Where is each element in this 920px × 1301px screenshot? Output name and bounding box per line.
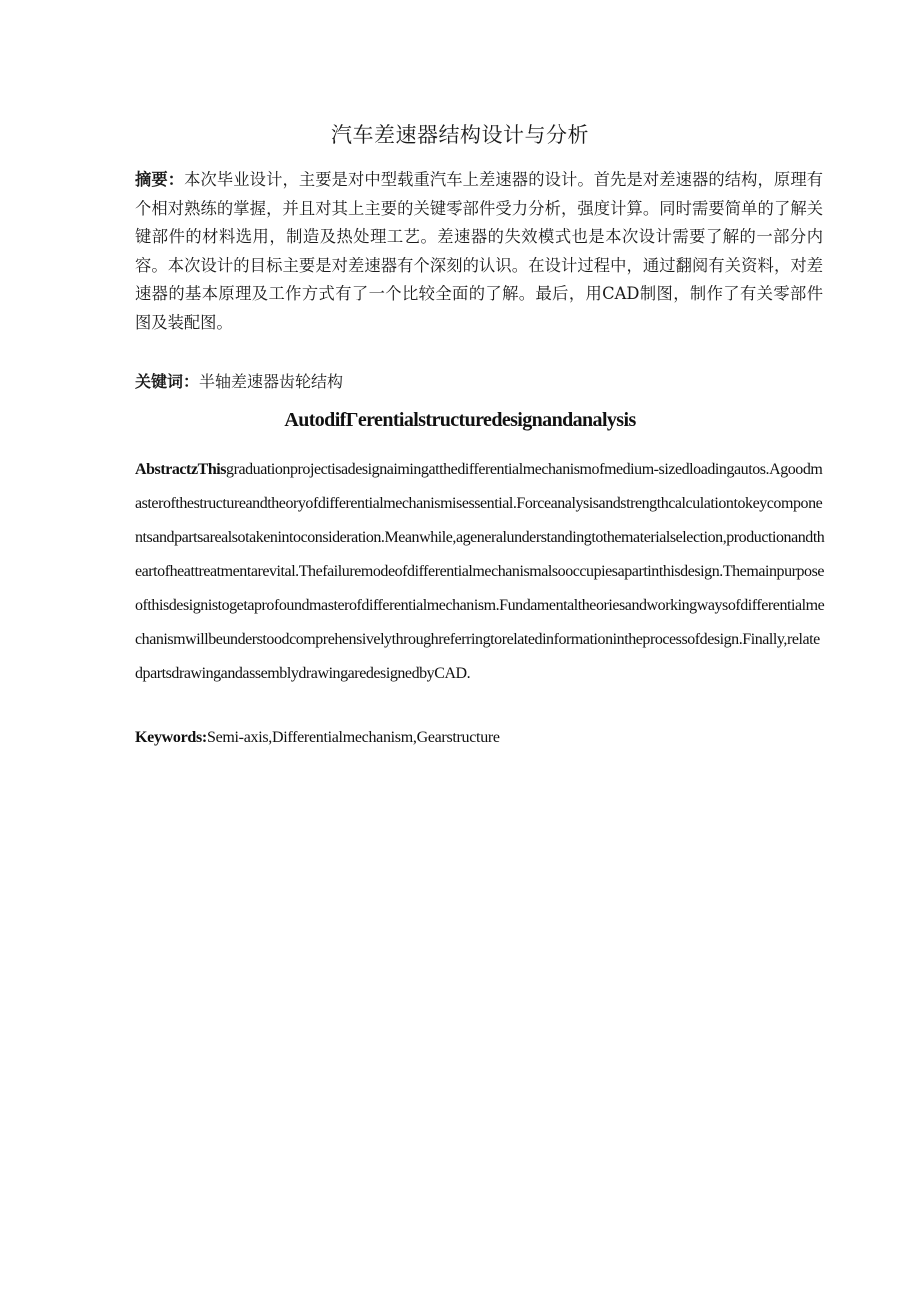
chinese-keywords xyxy=(135,369,823,395)
english-title: AutodifΓerentialstructuredesignandanalysis xyxy=(284,409,636,431)
chinese-abstract-label: 摘要： xyxy=(135,170,185,189)
english-abstract-label: AbstractzThis xyxy=(135,461,227,478)
english-abstract-text: graduationprojectisadesignaimingatthedifferentialmechanismofmedium-sizedloadingautos.Agoodmasterofthestructureandtheoryofdifferentialmechanismisessential.Forceanalysisandstrengthcalculationtokeycomponentsandpartsarealsotakenintoconsideration.Meanwhile,ageneralunderstandingtothematerialselection,productionandtheartofheattreatmentarevital.Thefailuremodeofdifferentialmechanismalsooccupiesapartinthisdesign.Themainpurposeofthisdesignistogetaprofoundmasterofdifferentialmechanism.Fundamentaltheoriesandworkingwaysofdifferentialmechanismwillbeunderstoodcomprehensivelythroughreferringtorelatedinformationintheprocessofdesign.Finally,relatedpartsdrawingandassemblydrawingaredesignedbyCAD. xyxy=(135,461,825,682)
chinese-keywords-text: 半轴差速器齿轮结构 xyxy=(199,372,344,391)
chinese-title: 汽车差速器结构设计与分析 xyxy=(331,123,589,147)
english-keywords-label: Keywords: xyxy=(135,729,207,746)
english-keywords xyxy=(135,725,825,751)
english-keywords-text: Semi-axis,Differentialmechanism,Gearstructure xyxy=(206,729,500,746)
chinese-abstract-text: 本次毕业设计，主要是对中型载重汽车上差速器的设计。首先是对差速器的结构，原理有个相对熟练的掌握，并且对其上主要的关键零部件受力分析，强度计算。同时需要简单的了解关键部件的材料选用，制造及热处理工艺。差速器的失效模式也是本次设计需要了解的一部分内容。本次设计的目标主要是对差速器有个深刻的认识。在设计过程中，通过翻阅有关资料，对差速器的基本原理及工作方式有了一个比较全面的了解。最后，用CAD制图，制作了有关零部件图及装配图。 xyxy=(135,170,823,332)
english-abstract xyxy=(135,453,825,691)
chinese-abstract xyxy=(135,166,823,337)
chinese-keywords-label: 关键词： xyxy=(135,372,200,391)
